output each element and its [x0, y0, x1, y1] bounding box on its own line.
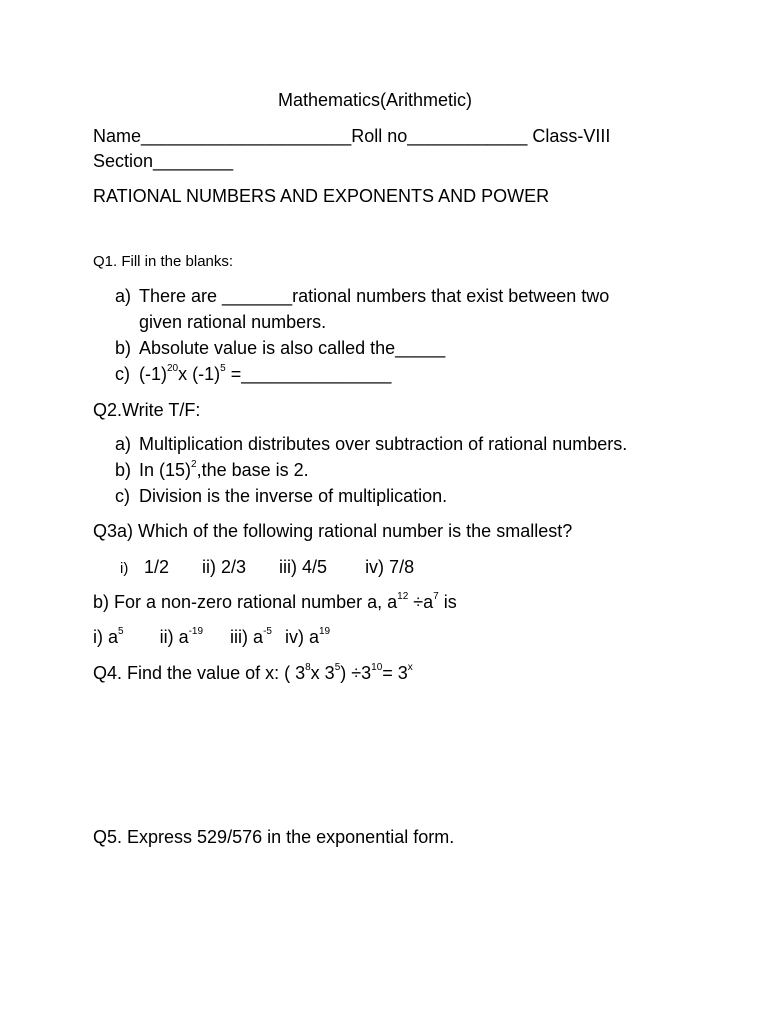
- q3b-question: [93, 589, 457, 615]
- q3b-text-part1: b) For a non-zero rational number a, a: [93, 592, 398, 612]
- q2-c-text: Division is the inverse of multiplication.: [139, 486, 448, 506]
- q2-b-text-part1: In (15): [139, 460, 192, 480]
- q1-a-text-line1: There are _______rational numbers that exist between two: [139, 286, 610, 306]
- q2-item-a: [115, 431, 627, 457]
- q2-item-c: [115, 483, 447, 509]
- q3a-option-2: ii) 2/3: [202, 557, 247, 577]
- q1-c-marker: c): [115, 364, 130, 384]
- q2-b-text-part2: ,the base is 2.: [196, 460, 309, 480]
- q4-exponent1: 8: [305, 662, 311, 673]
- q1-item-c: [115, 361, 391, 387]
- q3b-text-part2: ÷a: [408, 592, 434, 612]
- q1-c-text-part1: (-1): [139, 364, 167, 384]
- q1-c-text-part2: x (-1): [178, 364, 221, 384]
- q3b-option-3-exponent: -5: [263, 626, 272, 637]
- q3b-exponent1: 12: [397, 591, 409, 602]
- q1-b-marker: b): [115, 338, 132, 358]
- q2-c-marker: c): [115, 486, 130, 506]
- q3b-option-2-exponent: -19: [188, 626, 204, 637]
- q1-c-exponent2: 5: [220, 363, 226, 374]
- q3a-question: Q3a) Which of the following rational number is the smallest?: [93, 521, 573, 541]
- q3b-option-1-exponent: 5: [118, 626, 124, 637]
- q3a-option-4: iv) 7/8: [365, 557, 415, 577]
- q2-b-marker: b): [115, 460, 132, 480]
- q1-heading: Q1. Fill in the blanks:: [93, 253, 234, 270]
- q2-item-b: [115, 457, 309, 483]
- q3a-options: [120, 554, 414, 582]
- q1-c-exponent1: 20: [167, 363, 179, 374]
- q3b-options: [93, 624, 330, 650]
- q3a-option-3: iii) 4/5: [279, 557, 328, 577]
- q1-a-marker: a): [115, 286, 132, 306]
- q3b-exponent2: 7: [433, 591, 439, 602]
- q3b-text-part3: is: [438, 592, 457, 612]
- q4-question: [93, 660, 413, 686]
- q1-c-text-part3: =_______________: [225, 364, 392, 384]
- q3b-option-2: ii) a: [159, 627, 189, 647]
- q4-exponent2: 5: [334, 662, 341, 673]
- q3a-option-1: 1/2: [144, 557, 170, 577]
- q1-item-b: [115, 335, 445, 361]
- name-rollno-class-line: Name_____________________Roll no____________ Class-VIII: [93, 126, 611, 146]
- q2-heading: Q2.Write T/F:: [93, 400, 201, 420]
- page-title: Mathematics(Arithmetic): [277, 90, 473, 110]
- q4-text-part2: x 3: [310, 663, 335, 683]
- q4-text-part3: ) ÷3: [340, 663, 372, 683]
- q1-item-a: [115, 283, 609, 309]
- q1-a-text-line2: given rational numbers.: [139, 312, 327, 332]
- q3b-option-1: i) a: [93, 627, 119, 647]
- q4-text-part1: Q4. Find the value of x: ( 3: [93, 663, 306, 683]
- q3a-option-marker: i): [120, 560, 129, 577]
- q5-question: Q5. Express 529/576 in the exponential form.: [93, 827, 455, 847]
- q2-a-text: Multiplication distributes over subtraction of rational numbers.: [139, 434, 628, 454]
- q2-b-exponent: 2: [191, 459, 197, 470]
- topic-heading: RATIONAL NUMBERS AND EXPONENTS AND POWER: [93, 186, 550, 206]
- section-line: Section________: [93, 151, 234, 171]
- q4-exponent3: 10: [371, 662, 383, 673]
- q4-exponent4: x: [407, 662, 413, 673]
- q3b-option-4-exponent: 19: [318, 626, 331, 637]
- q2-a-marker: a): [115, 434, 132, 454]
- q3b-option-3: iii) a: [230, 627, 264, 647]
- q3b-option-4: iv) a: [284, 627, 319, 647]
- q4-text-part4: = 3: [382, 663, 408, 683]
- q1-b-text: Absolute value is also called the_____: [139, 338, 446, 358]
